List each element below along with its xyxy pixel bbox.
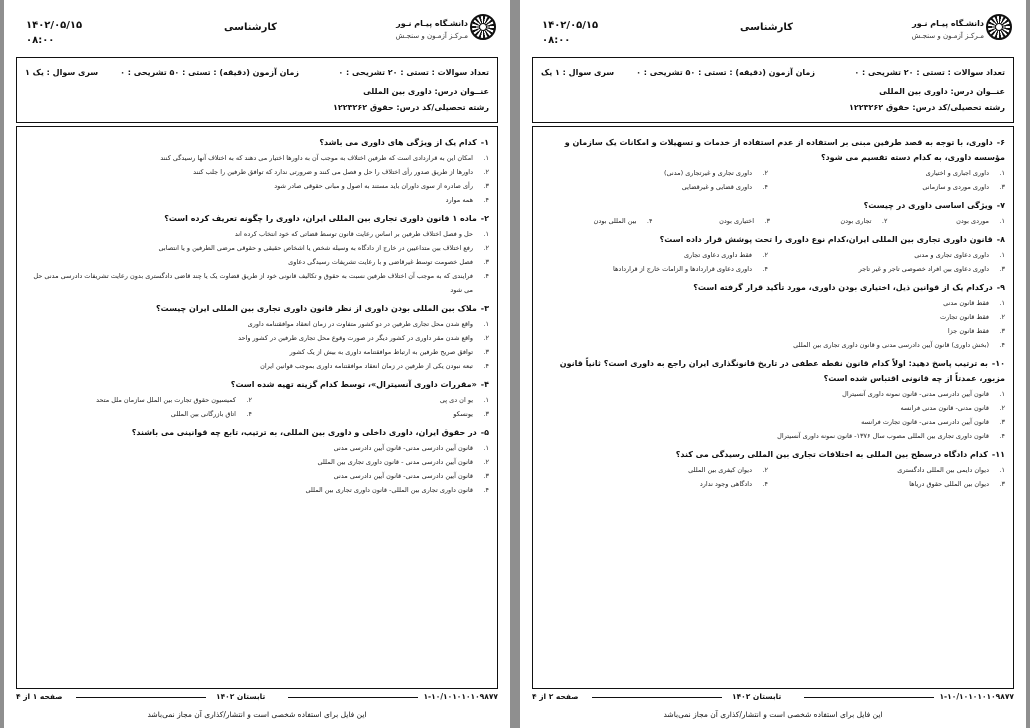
answer-option bbox=[25, 455, 489, 469]
question bbox=[25, 377, 489, 421]
answer-option bbox=[541, 214, 653, 228]
option-number: ۲. bbox=[999, 313, 1005, 321]
exam-date: ۱۴۰۲/۰۵/۱۵ bbox=[26, 20, 83, 31]
question-series: سری سوال : ۱ یک bbox=[541, 68, 615, 77]
option-text: قانون داوری تجاری بین المللی- قانون داوری تجاری بین المللی bbox=[305, 486, 473, 494]
answer-option bbox=[25, 227, 489, 241]
option-number: ۳. bbox=[764, 217, 770, 225]
option-number: ۳. bbox=[999, 418, 1005, 426]
page-number: صفحه ۱ از ۴ bbox=[16, 692, 63, 701]
option-list bbox=[25, 317, 489, 373]
copyright-note: این فایل برای استفاده شخصی است و انتشار/کذاری آن مجاز نمی‌باشد bbox=[147, 710, 367, 719]
option-number: ۴. bbox=[762, 183, 768, 191]
answer-option bbox=[778, 262, 1005, 276]
option-number: ۱. bbox=[999, 466, 1005, 474]
question-text: درکدام یک از قوانین ذیل، اختیاری بودن داوری، مورد تأکید قرار گرفته است؟ bbox=[693, 283, 993, 292]
option-text: واقع شدن مقر داوری در کشور دیگر در صورت وقوع محل تجاری طرفین در کشور واحد bbox=[238, 334, 473, 342]
option-number: ۳. bbox=[483, 472, 489, 480]
option-text: فصل خصومت توسط غیرقاضی و با رعایت تشریفات رسیدگی دعاوی bbox=[288, 258, 473, 266]
option-number: ۲. bbox=[762, 169, 768, 177]
question bbox=[25, 301, 489, 373]
answer-option bbox=[778, 166, 1005, 180]
question-stem bbox=[25, 211, 489, 226]
question-stem bbox=[25, 425, 489, 440]
answer-option bbox=[25, 331, 489, 345]
option-text: دادگاهی وجود ندارد bbox=[699, 480, 752, 488]
answer-option bbox=[25, 241, 489, 255]
question-text: کدام دادگاه درسطح بین المللی به اختلافات تجاری بین المللی رسیدگی می کند؟ bbox=[675, 450, 988, 459]
answer-option bbox=[541, 463, 768, 477]
questions-box bbox=[16, 126, 498, 689]
option-list bbox=[25, 393, 489, 421]
answer-option bbox=[776, 214, 888, 228]
option-text: فقط داوری دعاوی تجاری bbox=[683, 251, 752, 259]
university-name: دانشـگاه پیـام نـور bbox=[396, 19, 468, 28]
option-list bbox=[541, 166, 1005, 194]
question-number: ۱- bbox=[480, 138, 489, 147]
option-number: ۱. bbox=[483, 320, 489, 328]
option-number: ۲. bbox=[762, 251, 768, 259]
answer-option bbox=[659, 214, 771, 228]
option-list bbox=[541, 214, 1005, 228]
option-text: داورها از طریق صدور رأی اختلاف را حل و فصل می کنند و ضرورتی ندارد که توافق طرفین را جلب کنند bbox=[193, 168, 473, 176]
question-text: قانون داوری تجاری بین المللی ایران،کدام نوع داوری را تحت پوشش قرار داده است؟ bbox=[659, 235, 993, 244]
answer-option bbox=[541, 166, 768, 180]
option-number: ۲. bbox=[483, 458, 489, 466]
question-stem bbox=[541, 280, 1005, 295]
answer-option bbox=[541, 401, 1005, 415]
answer-option bbox=[25, 193, 489, 207]
answer-option bbox=[778, 477, 1005, 491]
page-header bbox=[520, 0, 1026, 56]
option-number: ۱. bbox=[483, 230, 489, 238]
option-list bbox=[25, 227, 489, 297]
answer-option bbox=[25, 359, 489, 373]
option-text: فقط قانون مدنی bbox=[943, 299, 989, 307]
option-text: قانون داوری تجاری بین المللی مصوب سال ۱۳۷۶- قانون نمونه داوری آنسیترال bbox=[777, 432, 989, 440]
answer-option bbox=[541, 338, 1005, 352]
option-text: قانون آیین دادرسی مدنی- قانون آیین دادرسی مدنی bbox=[333, 472, 473, 480]
question-number: ۴- bbox=[480, 380, 489, 389]
exam-duration: زمان آزمون (دقیقه) : تستی : ۵۰ تشریحی : ۰ bbox=[636, 68, 815, 77]
question-stem bbox=[541, 356, 1005, 386]
answer-option bbox=[25, 407, 252, 421]
option-text: بین المللی بودن bbox=[593, 217, 637, 225]
question bbox=[541, 356, 1005, 443]
answer-option bbox=[25, 269, 489, 297]
course-title: عنــوان درس: داوری بین المللی bbox=[363, 87, 489, 96]
option-number: ۲. bbox=[999, 404, 1005, 412]
option-text: داوری اجباری و اختیاری bbox=[925, 169, 989, 177]
option-text: همه موارد bbox=[445, 196, 473, 204]
exam-center-name: مـرکـز آزمـون و سنجـش bbox=[395, 32, 468, 40]
question-text: به ترتیب پاسخ دهید: اولاً کدام قانون نقطه عطفی در تاریخ قانونگذاری ایران راجع به داوری است؟ ثانیاً قانون مزبور، عمدتاً از چه قانونی اقتباس شده است؟ bbox=[559, 359, 1005, 383]
answer-option bbox=[541, 415, 1005, 429]
option-number: ۱. bbox=[999, 251, 1005, 259]
option-number: ۱. bbox=[483, 444, 489, 452]
question bbox=[25, 135, 489, 207]
option-number: ۴. bbox=[483, 486, 489, 494]
option-text: دیوان بین المللی حقوق دریاها bbox=[909, 480, 989, 488]
degree-level: کارشناسی bbox=[224, 22, 277, 33]
option-text: واقع شدن محل تجاری طرفین در دو کشور متفاوت در زمان انعقاد موافقتنامه داوری bbox=[247, 320, 473, 328]
university-logo-icon bbox=[470, 14, 496, 40]
question-number: ۱۱- bbox=[991, 450, 1005, 459]
exam-time: ۰۸:۰۰ bbox=[542, 35, 571, 46]
option-text: یونسکو bbox=[453, 410, 473, 418]
option-text: قانون آیین دادرسی مدنی- قانون تجارت فرانسه bbox=[861, 418, 989, 426]
option-number: ۴. bbox=[483, 362, 489, 370]
option-text: داوری تجاری و غیرتجاری (مدنی) bbox=[663, 169, 752, 177]
option-text: کمیسیون حقوق تجارت بین الملل سازمان ملل متحد bbox=[96, 396, 236, 404]
option-text: قانون آیین دادرسی مدنی- قانون نمونه داوری آنسیترال bbox=[842, 390, 989, 398]
question-stem bbox=[541, 447, 1005, 462]
option-text: رأی صادره از سوی داوران باید مستند به اصول و مبانی حقوقی صادر شود bbox=[274, 182, 473, 190]
page-footer bbox=[532, 692, 1014, 704]
question-text: در حقوق ایران، داوری داخلی و داوری بین المللی، به ترتیب، تابع چه قوانینی می باشند؟ bbox=[131, 428, 477, 437]
answer-option bbox=[25, 151, 489, 165]
option-number: ۱. bbox=[483, 396, 489, 404]
question-stem bbox=[25, 377, 489, 392]
question bbox=[541, 135, 1005, 194]
question-text: ماده ۱ قانون داوری تجاری بین المللی ایران، داوری را چگونه تعریف کرده است؟ bbox=[164, 214, 477, 223]
question-count: تعداد سوالات : تستی : ۲۰ تشریحی : ۰ bbox=[338, 68, 489, 77]
answer-option bbox=[25, 345, 489, 359]
answer-option bbox=[778, 248, 1005, 262]
answer-option bbox=[778, 180, 1005, 194]
question bbox=[25, 425, 489, 497]
exam-code: ۱-۱۰/۱۰۱۰۱۰۱۰۹۸۷۷ bbox=[939, 692, 1014, 701]
option-number: ۱. bbox=[999, 169, 1005, 177]
option-text: داوری دعاوی قراردادها و الزامات خارج از قراردادها bbox=[613, 265, 752, 273]
option-number: ۳. bbox=[483, 348, 489, 356]
answer-option bbox=[541, 180, 768, 194]
answer-option bbox=[541, 296, 1005, 310]
option-text: قانون آیین دادرسی مدنی- قانون آیین دادرسی مدنی bbox=[333, 444, 473, 452]
page-header bbox=[4, 0, 510, 56]
university-name: دانشـگاه پیـام نـور bbox=[912, 19, 984, 28]
question bbox=[541, 232, 1005, 276]
exam-center-name: مـرکـز آزمـون و سنجـش bbox=[911, 32, 984, 40]
exam-date: ۱۴۰۲/۰۵/۱۵ bbox=[542, 20, 599, 31]
option-list bbox=[25, 441, 489, 497]
option-text: رفع اختلاف بین متداعیین در خارج از دادگاه به وسیله شخص یا اشخاص حقیقی و حقوقی مرضی الطرفین و یا انتصابی bbox=[158, 244, 473, 252]
answer-option bbox=[778, 463, 1005, 477]
option-number: ۲. bbox=[246, 396, 252, 404]
option-number: ۳. bbox=[483, 410, 489, 418]
option-number: ۳. bbox=[999, 480, 1005, 488]
question-text: ویژگی اساسی داوری در چیست؟ bbox=[863, 201, 993, 210]
exam-page-1 bbox=[4, 0, 510, 728]
option-list bbox=[541, 387, 1005, 443]
exam-time: ۰۸:۰۰ bbox=[26, 35, 55, 46]
question-stem bbox=[25, 135, 489, 150]
option-text: امکان این به قراردادی است که طرفین اختلاف به موجب آن به داورها اختیار می دهند که به اختلاف آنها رسیدگی کنند bbox=[160, 154, 473, 162]
option-text: (بخش داوری) قانون آیین دادرسی مدنی و قانون داوری تجاری بین المللی bbox=[793, 341, 989, 349]
option-number: ۴. bbox=[246, 410, 252, 418]
question bbox=[541, 280, 1005, 352]
option-number: ۴. bbox=[646, 217, 653, 225]
option-number: ۴. bbox=[999, 341, 1005, 349]
exam-info-box bbox=[16, 57, 498, 123]
question-number: ۷- bbox=[996, 201, 1005, 210]
field-and-course-code: رشته تحصیلی/کد درس: حقوق ۱۲۲۳۲۶۲ bbox=[848, 103, 1005, 112]
option-text: داوری دعاوی بین افراد خصوصی تاجر و غیر تاجر bbox=[858, 265, 989, 273]
question-stem bbox=[541, 198, 1005, 213]
exam-page-2 bbox=[520, 0, 1026, 728]
question-stem bbox=[25, 301, 489, 316]
option-number: ۲. bbox=[483, 244, 489, 252]
option-text: دیوان دایمی بین المللی دادگستری bbox=[897, 466, 989, 474]
university-name-block bbox=[396, 18, 468, 42]
question-stem bbox=[541, 232, 1005, 247]
question-number: ۶- bbox=[996, 138, 1005, 147]
answer-option bbox=[25, 393, 252, 407]
option-number: ۱. bbox=[483, 154, 489, 162]
answer-option bbox=[541, 477, 768, 491]
option-text: داوری دعاوی تجاری و مدنی bbox=[914, 251, 989, 259]
option-text: قانون آیین دادرسی مدنی - قانون داوری تجاری بین المللی bbox=[317, 458, 473, 466]
option-number: ۲. bbox=[881, 217, 888, 225]
option-list bbox=[25, 151, 489, 207]
question bbox=[25, 211, 489, 297]
field-and-course-code: رشته تحصیلی/کد درس: حقوق ۱۲۲۳۲۶۲ bbox=[332, 103, 489, 112]
question-stem bbox=[541, 135, 1005, 165]
exam-date-block bbox=[542, 18, 598, 48]
question-number: ۵- bbox=[480, 428, 489, 437]
option-text: فقط قانون جزا bbox=[947, 327, 989, 335]
answer-option bbox=[541, 248, 768, 262]
option-number: ۴. bbox=[999, 432, 1005, 440]
exam-info-box bbox=[532, 57, 1014, 123]
option-text: دیوان کیفری بین المللی bbox=[688, 466, 752, 474]
option-text: موردی بودن bbox=[956, 217, 989, 225]
page-footer bbox=[16, 692, 498, 704]
option-number: ۱. bbox=[999, 390, 1005, 398]
degree-level: کارشناسی bbox=[740, 22, 793, 33]
option-text: حل و فصل اختلاف طرفین بر اساس رعایت قانون توسط قضاتی که خود انتخاب کرده اند bbox=[234, 230, 473, 238]
option-number: ۴. bbox=[483, 196, 489, 204]
answer-option bbox=[541, 262, 768, 276]
question bbox=[541, 447, 1005, 491]
question-series: سری سوال : یک ۱ bbox=[25, 68, 99, 77]
answer-option bbox=[262, 393, 489, 407]
option-number: ۳. bbox=[483, 182, 489, 190]
copyright-note: این فایل برای استفاده شخصی است و انتشار/کذاری آن مجاز نمی‌باشد bbox=[663, 710, 883, 719]
question bbox=[541, 198, 1005, 228]
university-logo-icon bbox=[986, 14, 1012, 40]
option-number: ۳. bbox=[999, 183, 1005, 191]
question-text: «مقررات داوری آنسیترال»، توسط کدام گزینه تهیه شده است؟ bbox=[230, 380, 477, 389]
option-text: تبعه نبودن یکی از طرفین در زمان انعقاد موافقتنامه داوری بموجب قوانین ایران bbox=[260, 362, 473, 370]
answer-option bbox=[25, 317, 489, 331]
option-list bbox=[541, 296, 1005, 352]
option-number: ۲. bbox=[762, 466, 768, 474]
answer-option bbox=[541, 324, 1005, 338]
question-text: ملاک بین المللی بودن داوری از نظر قانون داوری تجاری بین المللی ایران چیست؟ bbox=[155, 304, 477, 313]
option-text: اتاق بازرگانی بین المللی bbox=[170, 410, 236, 418]
exam-duration: زمان آزمون (دقیقه) : تستی : ۵۰ تشریحی : ۰ bbox=[120, 68, 299, 77]
option-number: ۲. bbox=[483, 168, 489, 176]
answer-option bbox=[25, 441, 489, 455]
option-text: توافق صریح طرفین به ارتباط موافقتنامه داوری به بیش از یک کشور bbox=[289, 348, 473, 356]
question-number: ۸- bbox=[996, 235, 1005, 244]
question-number: ۹- bbox=[996, 283, 1005, 292]
answer-option bbox=[541, 387, 1005, 401]
answer-option bbox=[25, 483, 489, 497]
option-number: ۴. bbox=[762, 265, 768, 273]
university-name-block bbox=[912, 18, 984, 42]
option-number: ۳. bbox=[483, 258, 489, 266]
option-number: ۱. bbox=[999, 217, 1005, 225]
answer-option bbox=[25, 179, 489, 193]
course-title: عنــوان درس: داوری بین المللی bbox=[879, 87, 1005, 96]
footer-divider bbox=[592, 697, 722, 698]
option-list bbox=[541, 248, 1005, 276]
question-count: تعداد سوالات : تستی : ۲۰ تشریحی : ۰ bbox=[854, 68, 1005, 77]
option-text: تجاری بودن bbox=[840, 217, 872, 225]
question-text: داوری، با توجه به قصد طرفین مبنی بر استفاده از عدم استفاده از خدمات و تسهیلات و امکانات یک سازمان و مؤسسه داوری، به کدام دسته تقسیم می شود؟ bbox=[564, 138, 1005, 162]
answer-option bbox=[541, 310, 1005, 324]
option-number: ۴. bbox=[483, 272, 489, 280]
answer-option bbox=[894, 214, 1006, 228]
option-text: قانون مدنی- قانون مدنی فرانسه bbox=[900, 404, 989, 412]
option-number: ۲. bbox=[483, 334, 489, 342]
footer-divider bbox=[76, 697, 206, 698]
exam-term: تابستان ۱۴۰۲ bbox=[216, 692, 266, 701]
question-number: ۱۰- bbox=[991, 359, 1005, 368]
option-text: داوری قضایی و غیرقضایی bbox=[681, 183, 752, 191]
footer-divider bbox=[288, 697, 418, 698]
option-text: اختیاری بودن bbox=[719, 217, 754, 225]
option-number: ۳. bbox=[999, 327, 1005, 335]
option-number: ۳. bbox=[999, 265, 1005, 273]
answer-option bbox=[262, 407, 489, 421]
option-text: یو ان دی پی bbox=[439, 396, 473, 404]
option-text: داوری موردی و سازمانی bbox=[922, 183, 989, 191]
page-number: صفحه ۲ از ۴ bbox=[532, 692, 579, 701]
option-number: ۱. bbox=[999, 299, 1005, 307]
question-number: ۲- bbox=[480, 214, 489, 223]
questions-box bbox=[532, 126, 1014, 689]
answer-option bbox=[541, 429, 1005, 443]
footer-divider bbox=[804, 697, 934, 698]
exam-date-block bbox=[26, 18, 82, 48]
option-text: فقط قانون تجارت bbox=[940, 313, 989, 321]
answer-option bbox=[25, 165, 489, 179]
answer-option bbox=[25, 255, 489, 269]
option-list bbox=[541, 463, 1005, 491]
exam-code: ۱-۱۰/۱۰۱۰۱۰۱۰۹۸۷۷ bbox=[423, 692, 498, 701]
question-text: کدام یک از ویژگی های داوری می باشد؟ bbox=[319, 138, 477, 147]
exam-term: تابستان ۱۴۰۲ bbox=[732, 692, 782, 701]
question-number: ۳- bbox=[480, 304, 489, 313]
answer-option bbox=[25, 469, 489, 483]
option-number: ۴. bbox=[762, 480, 768, 488]
option-text: فرایندی که به موجب آن اختلاف طرفین نسبت به حقوق و تکالیف قانونی خود از طریق قضاوت یک یا چند قاضی دادگستری بدون رعایت تشریفات دادرسی مدنی حل می شود bbox=[33, 272, 473, 294]
